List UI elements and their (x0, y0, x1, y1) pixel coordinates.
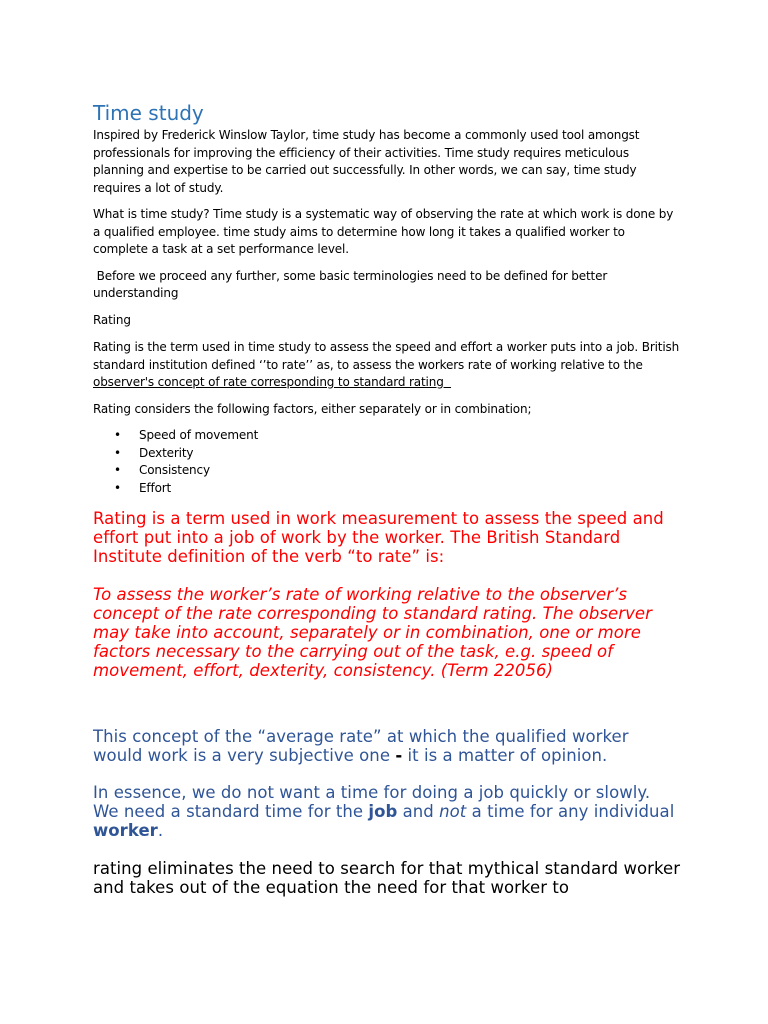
bullet-icon: • (114, 445, 121, 460)
blue-text-part: a time for any individual (466, 802, 675, 822)
worker-emphasis: worker (93, 821, 158, 841)
proceed-paragraph: Before we proceed any further, some basic terminologies need to be defined for better understanding (93, 268, 611, 300)
blue-paragraph-essence (93, 783, 681, 841)
rating-underlined-text: observer's concept of rate corresponding to standard rating (93, 375, 451, 389)
blue-paragraph-average-rate (93, 727, 681, 765)
blue-text-part: This concept of the “average rate” at which the qualified worker would work is a very subjective one (93, 726, 629, 765)
factor-label: Dexterity (139, 445, 194, 460)
intro-paragraph: Inspired by Frederick Winslow Taylor, time study has become a commonly used tool amongst professionals for improving the efficiency of their activities. Time study requires meticulous planning and expertise to be carried out successfully. In other words, we can say, time study requires a lot of study. (93, 128, 640, 195)
page-title: Time study (93, 101, 204, 125)
black-paragraph: rating eliminates the need to search for that mythical standard worker and takes out of the equation the need for that worker to (93, 858, 681, 897)
factor-label: Consistency (139, 463, 210, 477)
document-page (93, 100, 681, 897)
blue-text-part: and (397, 802, 440, 822)
not-emphasis: not (439, 802, 467, 822)
factors-list (93, 427, 681, 497)
definition-paragraph: What is time study? Time study is a systematic way of observing the rate at which work is done by a qualified employee. time study aims to determine how long it takes a qualified worker to complete a task at a set performance level. (93, 207, 674, 256)
red-italic-paragraph: To assess the worker’s rate of working relative to the observer’s concept of the rate corresponding to standard rating. The observer may take into account, separately or in combination, one or more factors necessary to the carrying out of the task, e.g. speed of movement, effort, dexterity, consistency. (Term 22056) (93, 584, 652, 681)
factors-intro: Rating considers the following factors, either separately or in combination; (93, 401, 532, 416)
blue-text-part: . (157, 821, 164, 841)
blue-text-part: it is a matter of opinion. (402, 745, 608, 765)
rating-heading: Rating (93, 312, 131, 327)
factor-label: Effort (139, 480, 172, 495)
bullet-icon: • (114, 428, 121, 442)
list-item (93, 427, 681, 445)
bullet-icon: • (114, 480, 121, 495)
red-paragraph: Rating is a term used in work measurement to assess the speed and effort put into a job of work by the worker. The British Standard Institute definition of the verb “to rate” is: (93, 509, 664, 567)
rating-paragraph (93, 339, 681, 392)
job-emphasis: job (368, 802, 398, 822)
list-item (93, 480, 681, 498)
blue-dash: - (395, 745, 403, 765)
rating-text: Rating is the term used in time study to assess the speed and effort a worker puts into a job. British standard institution defined ‘’to rate’’ as, to assess the workers rate of working relative to the (93, 340, 680, 372)
bullet-icon: • (114, 463, 121, 477)
blue-text-part: In essence, we do not want a time for doing a job quickly or slowly. We need a standard time for the (93, 783, 651, 822)
list-item (93, 462, 681, 480)
factor-label: Speed of movement (139, 428, 259, 442)
list-item (93, 445, 681, 463)
